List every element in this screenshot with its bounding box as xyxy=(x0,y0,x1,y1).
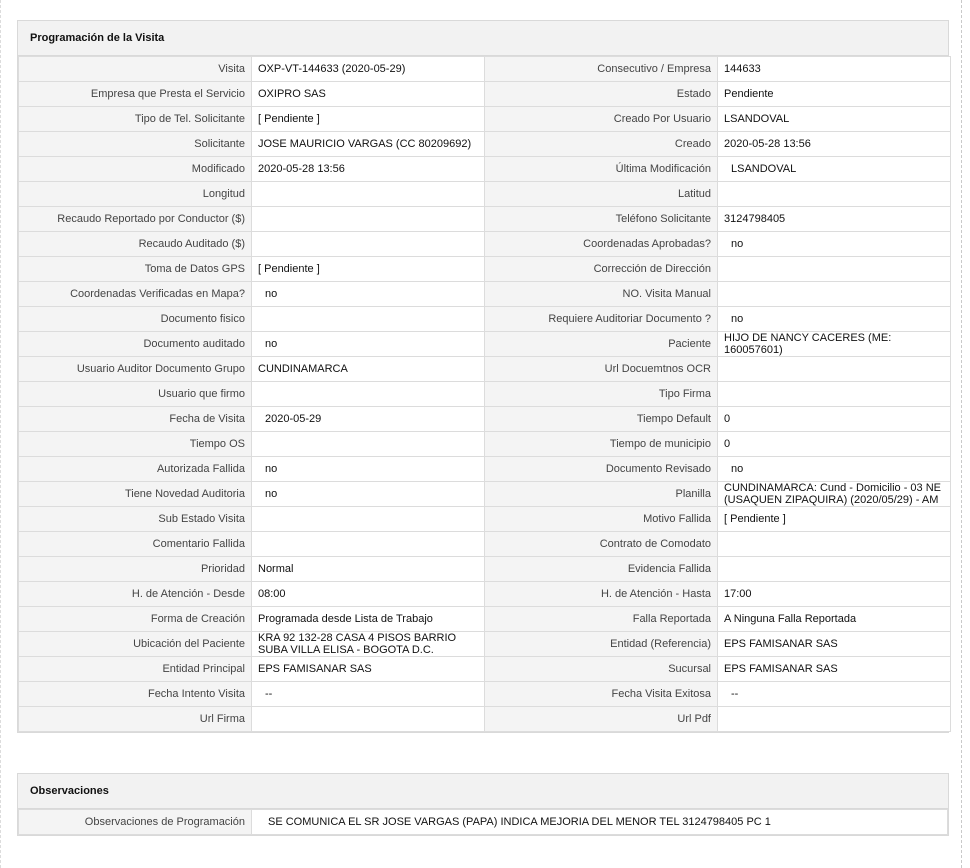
field-label: NO. Visita Manual xyxy=(485,282,718,307)
field-value xyxy=(252,532,485,557)
field-value xyxy=(252,432,485,457)
field-label: H. de Atención - Desde xyxy=(19,582,252,607)
field-label: Prioridad xyxy=(19,557,252,582)
field-value: Normal xyxy=(252,557,485,582)
table-row xyxy=(19,57,951,82)
field-label: Usuario que firmo xyxy=(19,382,252,407)
field-value: no xyxy=(718,457,951,482)
field-label: Corrección de Dirección xyxy=(485,257,718,282)
field-value xyxy=(718,707,951,732)
field-value: Pendiente xyxy=(718,82,951,107)
field-value xyxy=(718,357,951,382)
field-value: 08:00 xyxy=(252,582,485,607)
field-value xyxy=(252,232,485,257)
table-row xyxy=(19,607,951,632)
field-label: Longitud xyxy=(19,182,252,207)
field-label: Entidad Principal xyxy=(19,657,252,682)
observations-label: Observaciones de Programación xyxy=(19,810,252,835)
field-value: 2020-05-28 13:56 xyxy=(718,132,951,157)
field-label: Documento Revisado xyxy=(485,457,718,482)
table-row xyxy=(19,132,951,157)
field-label: Requiere Auditoriar Documento ? xyxy=(485,307,718,332)
visit-schedule-title: Programación de la Visita xyxy=(18,21,948,56)
field-value: LSANDOVAL xyxy=(718,157,951,182)
field-value: no xyxy=(252,482,485,507)
table-row xyxy=(19,557,951,582)
field-label: Solicitante xyxy=(19,132,252,157)
field-value xyxy=(252,382,485,407)
field-value xyxy=(718,257,951,282)
field-label: Evidencia Fallida xyxy=(485,557,718,582)
table-row xyxy=(19,107,951,132)
field-value: EPS FAMISANAR SAS xyxy=(252,657,485,682)
field-value: [ Pendiente ] xyxy=(252,257,485,282)
field-label: Usuario Auditor Documento Grupo xyxy=(19,357,252,382)
field-label: Teléfono Solicitante xyxy=(485,207,718,232)
table-row xyxy=(19,582,951,607)
field-value xyxy=(252,507,485,532)
table-row xyxy=(19,182,951,207)
field-label: Modificado xyxy=(19,157,252,182)
field-label: H. de Atención - Hasta xyxy=(485,582,718,607)
field-label: Última Modificación xyxy=(485,157,718,182)
field-label: Paciente xyxy=(485,332,718,357)
field-value: 17:00 xyxy=(718,582,951,607)
table-row xyxy=(19,157,951,182)
field-label: Tiempo de municipio xyxy=(485,432,718,457)
field-value xyxy=(718,282,951,307)
observations-table xyxy=(18,809,948,835)
field-value: CUNDINAMARCA: Cund - Domicilio - 03 NE (USAQUEN ZIPAQUIRA) (2020/05/29) - AM xyxy=(718,482,951,507)
field-label: Fecha de Visita xyxy=(19,407,252,432)
field-value: -- xyxy=(252,682,485,707)
table-row xyxy=(19,432,951,457)
field-label: Toma de Datos GPS xyxy=(19,257,252,282)
field-label: Creado xyxy=(485,132,718,157)
field-value: [ Pendiente ] xyxy=(718,507,951,532)
field-label: Autorizada Fallida xyxy=(19,457,252,482)
field-label: Comentario Fallida xyxy=(19,532,252,557)
field-value: OXP-VT-144633 (2020-05-29) xyxy=(252,57,485,82)
field-label: Estado xyxy=(485,82,718,107)
table-row xyxy=(19,282,951,307)
table-row xyxy=(19,382,951,407)
field-label: Documento auditado xyxy=(19,332,252,357)
table-row xyxy=(19,632,951,657)
field-label: Latitud xyxy=(485,182,718,207)
field-label: Falla Reportada xyxy=(485,607,718,632)
field-value: Programada desde Lista de Trabajo xyxy=(252,607,485,632)
field-value: A Ninguna Falla Reportada xyxy=(718,607,951,632)
field-value xyxy=(252,707,485,732)
table-row xyxy=(19,482,951,507)
field-value xyxy=(252,182,485,207)
visit-details-table xyxy=(18,56,951,732)
field-label: Creado Por Usuario xyxy=(485,107,718,132)
field-value: 0 xyxy=(718,432,951,457)
table-row xyxy=(19,357,951,382)
field-label: Ubicación del Paciente xyxy=(19,632,252,657)
field-label: Planilla xyxy=(485,482,718,507)
table-row xyxy=(19,232,951,257)
table-row xyxy=(19,82,951,107)
table-row xyxy=(19,532,951,557)
field-label: Coordenadas Aprobadas? xyxy=(485,232,718,257)
field-value: CUNDINAMARCA xyxy=(252,357,485,382)
table-row xyxy=(19,657,951,682)
field-label: Sub Estado Visita xyxy=(19,507,252,532)
field-label: Url Firma xyxy=(19,707,252,732)
field-value: LSANDOVAL xyxy=(718,107,951,132)
field-value: HIJO DE NANCY CACERES (ME: 160057601) xyxy=(718,332,951,357)
field-label: Url Docuemtnos OCR xyxy=(485,357,718,382)
field-value: [ Pendiente ] xyxy=(252,107,485,132)
field-value: -- xyxy=(718,682,951,707)
visit-schedule-panel xyxy=(17,20,949,733)
field-value xyxy=(252,307,485,332)
field-value xyxy=(252,207,485,232)
field-value: no xyxy=(718,232,951,257)
field-label: Fecha Visita Exitosa xyxy=(485,682,718,707)
field-value: OXIPRO SAS xyxy=(252,82,485,107)
field-label: Tipo Firma xyxy=(485,382,718,407)
table-row xyxy=(19,207,951,232)
field-label: Forma de Creación xyxy=(19,607,252,632)
field-label: Motivo Fallida xyxy=(485,507,718,532)
field-label: Coordenadas Verificadas en Mapa? xyxy=(19,282,252,307)
field-label: Url Pdf xyxy=(485,707,718,732)
table-row xyxy=(19,307,951,332)
field-label: Sucursal xyxy=(485,657,718,682)
field-value: 2020-05-29 xyxy=(252,407,485,432)
observations-row xyxy=(19,810,948,835)
field-label: Tiene Novedad Auditoria xyxy=(19,482,252,507)
field-label: Fecha Intento Visita xyxy=(19,682,252,707)
field-label: Documento fisico xyxy=(19,307,252,332)
field-label: Recaudo Auditado ($) xyxy=(19,232,252,257)
table-row xyxy=(19,257,951,282)
table-row xyxy=(19,507,951,532)
field-label: Recaudo Reportado por Conductor ($) xyxy=(19,207,252,232)
field-value: no xyxy=(252,457,485,482)
observations-value: SE COMUNICA EL SR JOSE VARGAS (PAPA) INDICA MEJORIA DEL MENOR TEL 3124798405 PC 1 xyxy=(252,810,948,835)
field-value: 0 xyxy=(718,407,951,432)
field-label: Entidad (Referencia) xyxy=(485,632,718,657)
field-value xyxy=(718,532,951,557)
field-label: Tiempo Default xyxy=(485,407,718,432)
field-label: Tiempo OS xyxy=(19,432,252,457)
field-value: 144633 xyxy=(718,57,951,82)
field-value: EPS FAMISANAR SAS xyxy=(718,632,951,657)
field-value: 3124798405 xyxy=(718,207,951,232)
field-label: Empresa que Presta el Servicio xyxy=(19,82,252,107)
field-label: Contrato de Comodato xyxy=(485,532,718,557)
field-value: EPS FAMISANAR SAS xyxy=(718,657,951,682)
field-value: no xyxy=(252,332,485,357)
field-value: 2020-05-28 13:56 xyxy=(252,157,485,182)
observations-title: Observaciones xyxy=(18,774,948,809)
table-row xyxy=(19,707,951,732)
table-row xyxy=(19,457,951,482)
field-value xyxy=(718,182,951,207)
field-value: no xyxy=(252,282,485,307)
field-value xyxy=(718,382,951,407)
table-row xyxy=(19,407,951,432)
field-value: JOSE MAURICIO VARGAS (CC 80209692) xyxy=(252,132,485,157)
field-value: no xyxy=(718,307,951,332)
table-row xyxy=(19,332,951,357)
field-value: KRA 92 132-28 CASA 4 PISOS BARRIO SUBA VILLA ELISA - BOGOTA D.C. xyxy=(252,632,485,657)
field-label: Visita xyxy=(19,57,252,82)
field-label: Tipo de Tel. Solicitante xyxy=(19,107,252,132)
field-label: Consecutivo / Empresa xyxy=(485,57,718,82)
table-row xyxy=(19,682,951,707)
field-value xyxy=(718,557,951,582)
observations-panel xyxy=(17,773,949,836)
